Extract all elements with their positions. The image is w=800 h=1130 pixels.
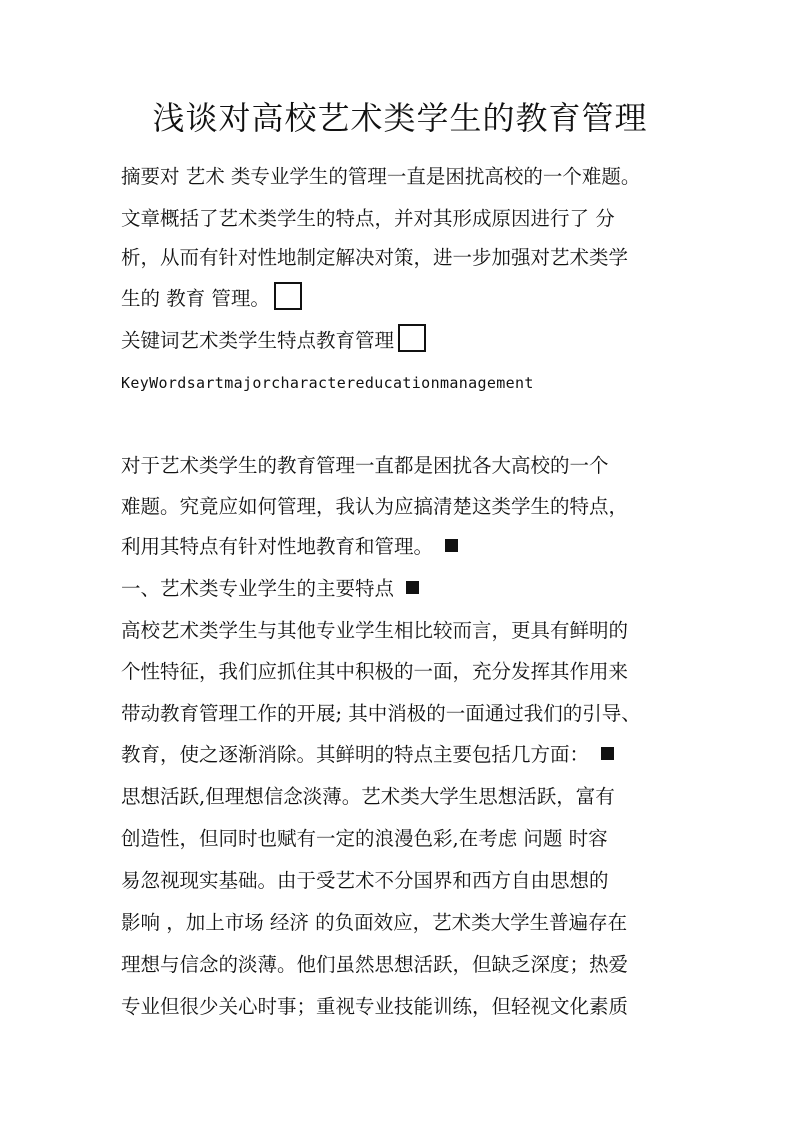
abstract-line: 生的 教育 管理。	[121, 287, 270, 310]
point-line: 思想活跃,但理想信念淡薄。艺术类大学生思想活跃，富有	[121, 785, 615, 808]
section-line: 个性特征，我们应抓住其中积极的一面，充分发挥其作用来	[121, 660, 629, 683]
point-line: 影响 ，加上市场 经济 的负面效应，艺术类大学生普遍存在	[121, 911, 628, 934]
abstract-last-line	[121, 282, 302, 316]
section-line: 高校艺术类学生与其他专业学生相比较而言，更具有鲜明的	[121, 619, 629, 642]
black-square-icon	[445, 539, 458, 552]
intro-line: 对于艺术类学生的教育管理一直都是困扰各大高校的一个	[121, 454, 609, 477]
black-square-icon	[406, 581, 419, 594]
intro-last-line	[121, 530, 458, 564]
section-line: 教育，使之逐渐消除。其鲜明的特点主要包括几方面：	[121, 743, 590, 766]
point-line: 创造性，但同时也赋有一定的浪漫色彩,在考虑 问题 时容	[121, 827, 608, 850]
section-heading: 一、艺术类专业学生的主要特点	[121, 577, 395, 600]
document-title: 浅谈对高校艺术类学生的教育管理	[152, 99, 648, 137]
empty-box-icon	[398, 324, 426, 352]
black-square-icon	[601, 747, 614, 760]
abstract-line: 文章概括了艺术类学生的特点，并对其形成原因进行了 分	[121, 207, 615, 230]
point-line: 易忽视现实基础。由于受艺术不分国界和西方自由思想的	[121, 869, 609, 892]
abstract-line: 析，从而有针对性地制定解决对策，进一步加强对艺术类学	[121, 246, 629, 269]
keywords-cn-line	[121, 324, 426, 358]
section-line: 带动教育管理工作的开展; 其中消极的一面通过我们的引导、	[121, 702, 641, 725]
section-last-line	[121, 738, 614, 772]
keywords-cn: 关键词艺术类学生特点教育管理	[121, 329, 395, 352]
point-line: 理想与信念的淡薄。他们虽然思想活跃，但缺乏深度；热爱	[121, 953, 629, 976]
empty-box-icon	[274, 282, 302, 310]
point-line: 专业但很少关心时事；重视专业技能训练，但轻视文化素质	[121, 995, 629, 1018]
intro-line: 难题。究竟应如何管理，我认为应搞清楚这类学生的特点，	[121, 495, 629, 518]
keywords-en: KeyWordsartmajorcharactereducationmanagement	[121, 374, 534, 392]
section-heading-line	[121, 572, 419, 606]
intro-line: 利用其特点有针对性地教育和管理。	[121, 535, 434, 558]
abstract-line: 摘要对 艺术 类专业学生的管理一直是困扰高校的一个难题。	[121, 165, 641, 188]
